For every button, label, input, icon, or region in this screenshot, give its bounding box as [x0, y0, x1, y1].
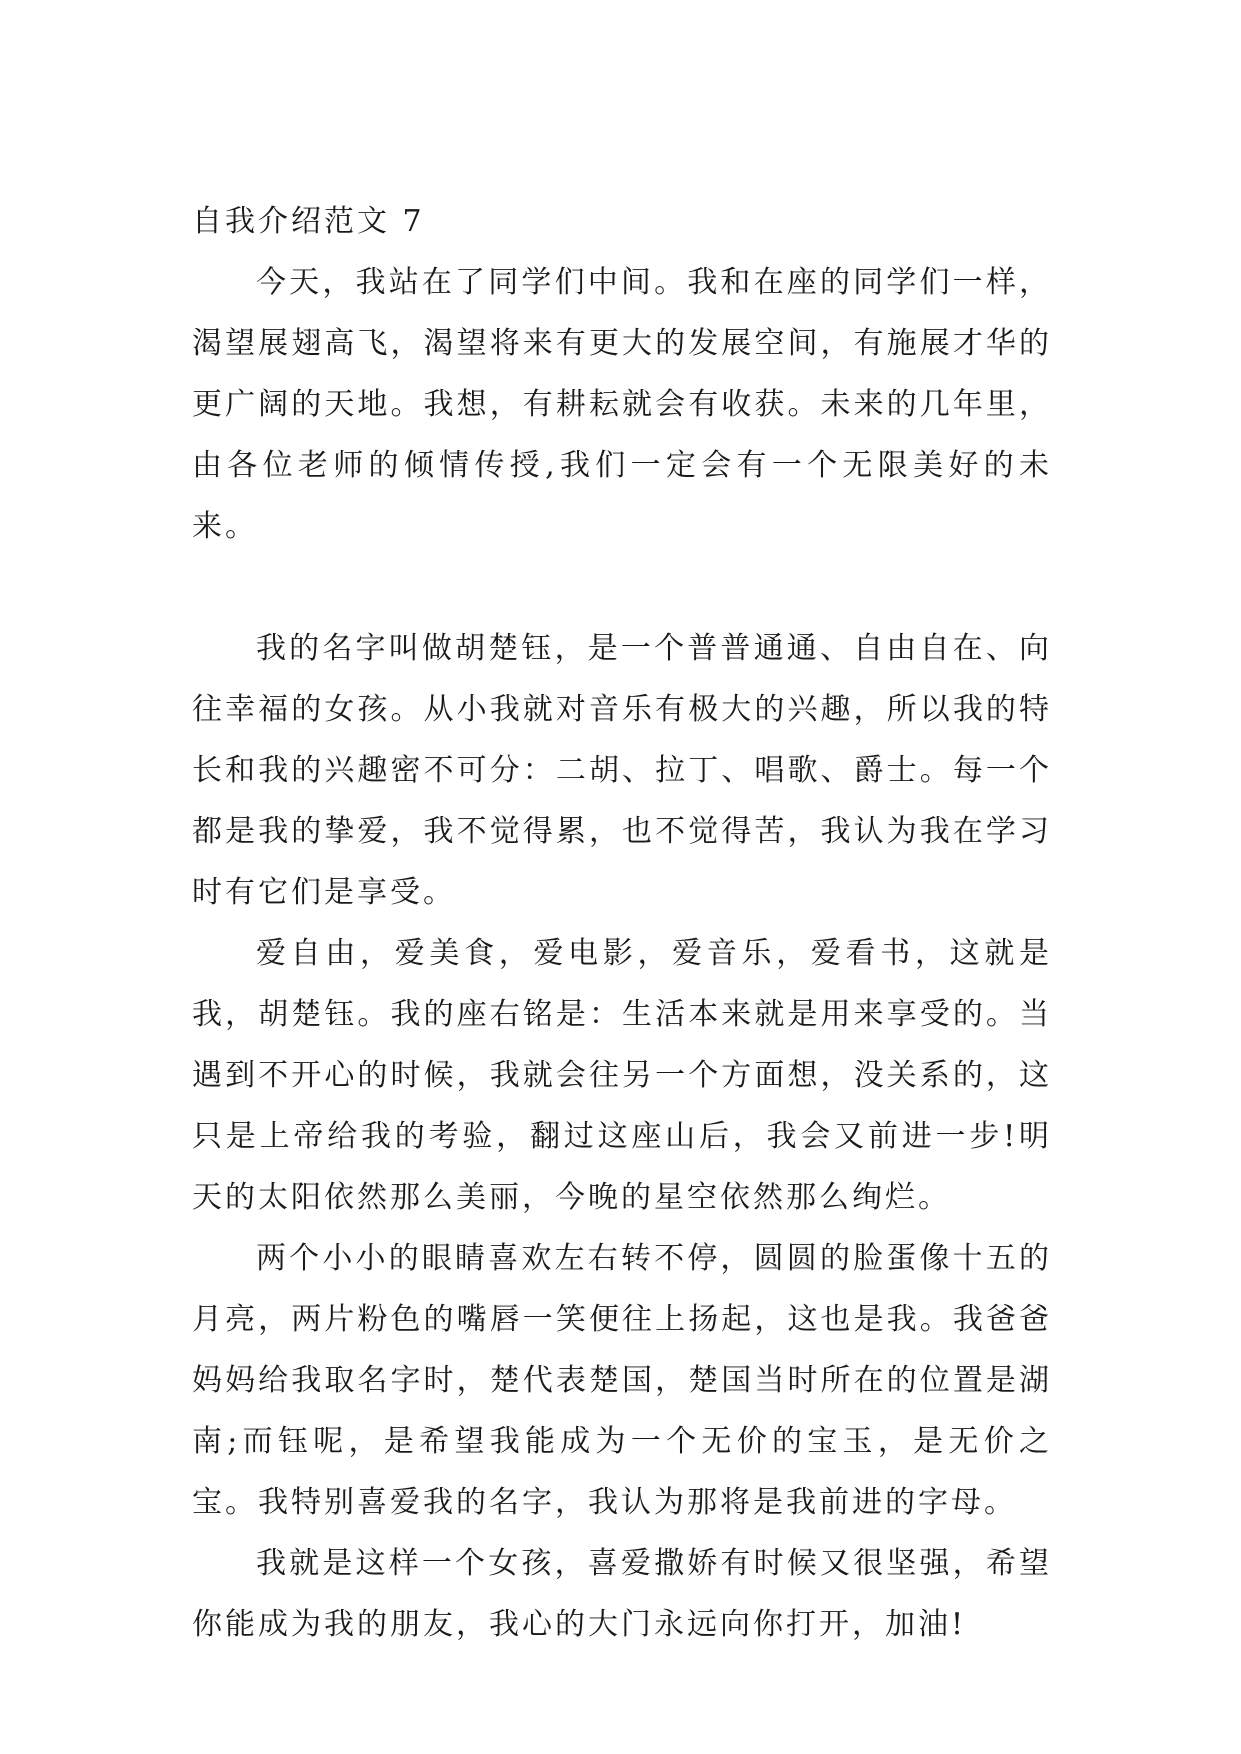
paragraph-appearance-name-meaning: 两个小小的眼睛喜欢左右转不停，圆圆的脸蛋像十五的月亮，两片粉色的嘴唇一笑便往上扬起，这也是我。我爸爸妈妈给我取名字时，楚代表楚国，楚国当时所在的位置是湖南;而钰呢，是希望我能成为一个无价的宝玉，是无价之宝。我特别喜爱我的名字，我认为那将是我前进的字母。 [192, 1241, 1052, 1520]
paragraph-gap [192, 557, 1052, 618]
paragraph-loves-motto: 爱自由，爱美食，爱电影，爱音乐，爱看书，这就是我，胡楚钰。我的座右铭是：生活本来就是用来享受的。当遇到不开心的时候，我就会往另一个方面想，没关系的，这只是上帝给我的考验，翻过这座山后，我会又前进一步!明天的太阳依然那么美丽，今晚的星空依然那么绚烂。 [192, 936, 1052, 1215]
paragraph-intro: 今天，我站在了同学们中间。我和在座的同学们一样，渴望展翅高飞，渴望将来有更大的发展空间，有施展才华的更广阔的天地。我想，有耕耘就会有收获。未来的几年里，由各位老师的倾情传授,我们一定会有一个无限美好的未来。 [192, 265, 1052, 544]
document-body [192, 191, 1052, 1655]
document-title: 自我介绍范文 7 [192, 204, 425, 239]
paragraph-closing: 我就是这样一个女孩，喜爱撒娇有时候又很坚强，希望你能成为我的朋友，我心的大门永远向你打开，加油! [192, 1546, 1052, 1642]
paragraph-name-hobbies: 我的名字叫做胡楚钰，是一个普普通通、自由自在、向往幸福的女孩。从小我就对音乐有极大的兴趣，所以我的特长和我的兴趣密不可分：二胡、拉丁、唱歌、爵士。每一个都是我的挚爱，我不觉得累，也不觉得苦，我认为我在学习时有它们是享受。 [192, 631, 1052, 910]
